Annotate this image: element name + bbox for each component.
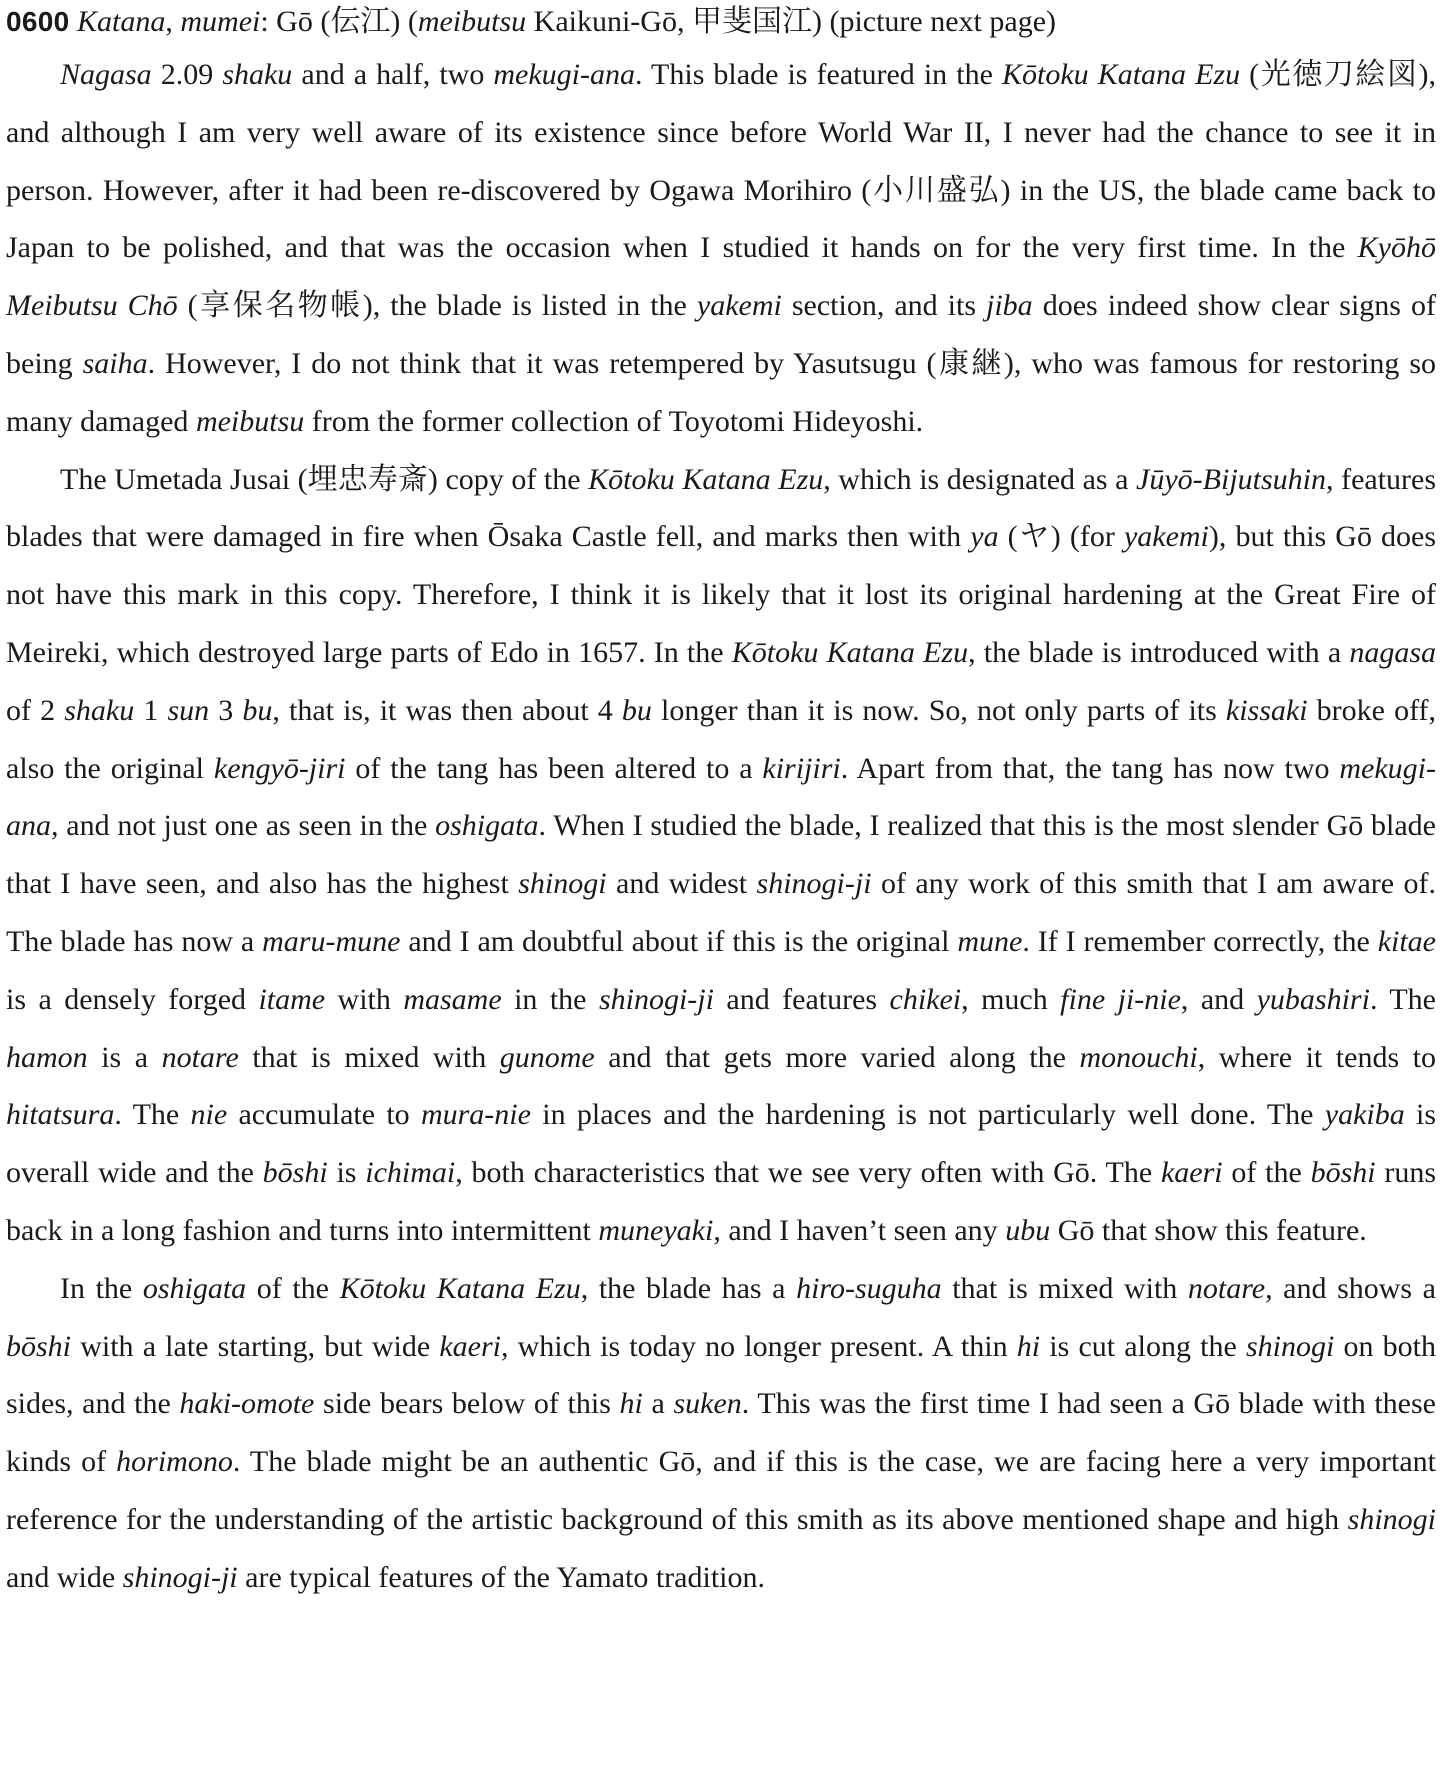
italic-term: bōshi: [262, 1156, 328, 1190]
italic-term: itame: [258, 982, 326, 1016]
italic-term: hamon: [6, 1040, 88, 1074]
italic-term: yakemi: [1123, 520, 1209, 554]
italic-term: kitae: [1377, 924, 1436, 958]
italic-term: shinogi-ji: [756, 867, 872, 901]
paragraph-1: Nagasa 2.09 shaku and a half, two mekugi-ana. This blade is featured in the Kōtoku Katana Ezu (光徳刀絵図), and although I am very well aware of its existence since before World War II, I never had the chance to see it in person. However, after it had been re-discovered by Ogawa Morihiro (小川盛弘) in the US, the blade came back to Japan to be polished, and that was the occasion when I studied it hands on for the very first time. In the Kyōhō Meibutsu Chō (享保名物帳), the blade is listed in the yakemi section, and its jiba does indeed show clear signs of being saiha. However, I do not think that it was retempered by Yasutsugu (康継), who was famous for restoring so many damaged meibutsu from the former collection of Toyotomi Hideyoshi.: [6, 58, 1437, 438]
italic-term: kengyō-jiri: [213, 751, 346, 785]
entry-title: Katana, mumei: Gō (伝江) (meibutsu Kaikuni-Gō, 甲斐国江) (picture next page): [77, 5, 1057, 38]
document-page: [6, 2, 1436, 1607]
italic-term: bōshi: [1310, 1156, 1376, 1190]
italic-term: shinogi-ji: [598, 982, 714, 1016]
italic-term: kissaki: [1225, 693, 1308, 727]
italic-term: Kōtoku Katana Ezu: [1001, 58, 1241, 91]
italic-term: ubu: [1005, 1213, 1051, 1247]
italic-term: yakemi: [696, 289, 782, 323]
italic-term: mekugi-ana: [493, 58, 636, 91]
italic-term: jiba: [986, 289, 1033, 323]
italic-term: maru-mune: [262, 924, 401, 958]
italic-term: shinogi: [1245, 1329, 1335, 1363]
italic-term: shinogi: [1347, 1502, 1436, 1536]
italic-term: yakiba: [1324, 1098, 1405, 1132]
italic-term: hitatsura: [6, 1098, 115, 1132]
italic-term: suken: [673, 1387, 742, 1421]
italic-term: monouchi: [1079, 1040, 1198, 1074]
italic-term: sun: [167, 693, 210, 727]
italic-term: hi: [1016, 1329, 1041, 1363]
italic-term: yubashiri: [1256, 982, 1370, 1016]
italic-term: bōshi: [6, 1329, 72, 1363]
italic-term: notare: [1187, 1271, 1266, 1305]
italic-term: kaeri: [439, 1329, 501, 1363]
italic-term: hi: [619, 1387, 643, 1421]
italic-term: Katana: [77, 5, 166, 38]
italic-term: ichimai: [365, 1156, 456, 1190]
italic-term: Kōtoku Katana Ezu: [588, 462, 824, 496]
italic-term: ya: [970, 520, 999, 554]
italic-term: bu: [242, 693, 273, 727]
italic-term: shaku: [64, 693, 135, 727]
italic-term: nie: [190, 1098, 228, 1132]
italic-term: notare: [161, 1040, 239, 1074]
italic-term: shaku: [222, 58, 293, 91]
italic-term: horimono: [116, 1445, 233, 1479]
italic-term: mune: [957, 924, 1023, 958]
italic-term: haki-omote: [179, 1387, 315, 1421]
italic-term: kaeri: [1160, 1156, 1223, 1190]
italic-term: saiha: [82, 346, 148, 380]
italic-term: Nagasa: [60, 58, 152, 91]
italic-term: Kōtoku Katana Ezu: [339, 1271, 581, 1305]
italic-term: oshigata: [142, 1271, 247, 1305]
italic-term: Kyōhō Meibutsu Chō: [6, 231, 1436, 323]
entry-number: 0600: [6, 6, 70, 37]
italic-term: hiro-suguha: [796, 1271, 942, 1305]
italic-term: chikei: [889, 982, 962, 1016]
italic-term: mura-nie: [420, 1098, 531, 1132]
entry-heading: [6, 2, 1436, 46]
italic-term: meibutsu: [195, 404, 305, 438]
paragraph-3: In the oshigata of the Kōtoku Katana Ezu, the blade has a hiro-suguha that is mixed with notare, and shows a bōshi with a late starting, but wide kaeri, which is today no longer present. A thin hi is cut along the shinogi on both sides, and the haki-omote side bears below of this hi a suken. This was the first time I had seen a Gō blade with these kinds of horimono. The blade might be an authentic Gō, and if this is the case, we are facing here a very important reference for the understanding of the artistic background of this smith as its above mentioned shape and high shinogi and wide shinogi-ji are typical features of the Yamato tradition.: [6, 1271, 1437, 1594]
italic-term: kirijiri: [762, 751, 841, 785]
italic-term: mumei: [180, 5, 261, 38]
italic-term: muneyaki: [598, 1213, 714, 1247]
italic-term: gunome: [499, 1040, 595, 1074]
italic-term: masame: [403, 982, 502, 1016]
italic-term: shinogi: [518, 867, 607, 901]
italic-term: shinogi-ji: [122, 1560, 238, 1594]
italic-term: bu: [621, 693, 652, 727]
italic-term: Kōtoku Katana Ezu: [731, 635, 969, 669]
italic-term: mekugi-ana: [6, 751, 1436, 843]
italic-term: nagasa: [1349, 635, 1436, 669]
paragraph-2: The Umetada Jusai (埋忠寿斎) copy of the Kōtoku Katana Ezu, which is designated as a Jūyō-Bijutsuhin, features blades that were damaged in fire when Ōsaka Castle fell, and marks then with ya (ヤ) (for yakemi), but this Gō does not have this mark in this copy. Therefore, I think it is likely that it lost its original hardening at the Great Fire of Meireki, which destroyed large parts of Edo in 1657. In the Kōtoku Katana Ezu, the blade is introduced with a nagasa of 2 shaku 1 sun 3 bu, that is, it was then about 4 bu longer than it is now. So, not only parts of its kissaki broke off, also the original kengyō-jiri of the tang has been altered to a kirijiri. Apart from that, the tang has now two mekugi-ana, and not just one as seen in the oshigata. When I studied the blade, I realized that this is the most slender Gō blade that I have seen, and also has the highest shinogi and widest shinogi-ji of any work of this smith that I am aware of. The blade has now a maru-mune and I am doubtful about if this is the original mune. If I remember correctly, the kitae is a densely forged itame with masame in the shinogi-ji and features chikei, much fine ji-nie, and yubashiri. The hamon is a notare that is mixed with gunome and that gets more varied along the monouchi, where it tends to hitatsura. The nie accumulate to mura-nie in places and the hardening is not particularly well done. The yakiba is overall wide and the bōshi is ichimai, both characteristics that we see very often with Gō. The kaeri of the bōshi runs back in a long fashion and turns into intermittent muneyaki, and I haven’t seen any ubu Gō that show this feature.: [6, 462, 1437, 1247]
italic-term: oshigata: [435, 809, 539, 843]
italic-term: meibutsu: [417, 5, 527, 38]
italic-term: Jūyō-Bijutsuhin: [1136, 462, 1327, 496]
italic-term: fine ji-nie: [1060, 982, 1181, 1016]
